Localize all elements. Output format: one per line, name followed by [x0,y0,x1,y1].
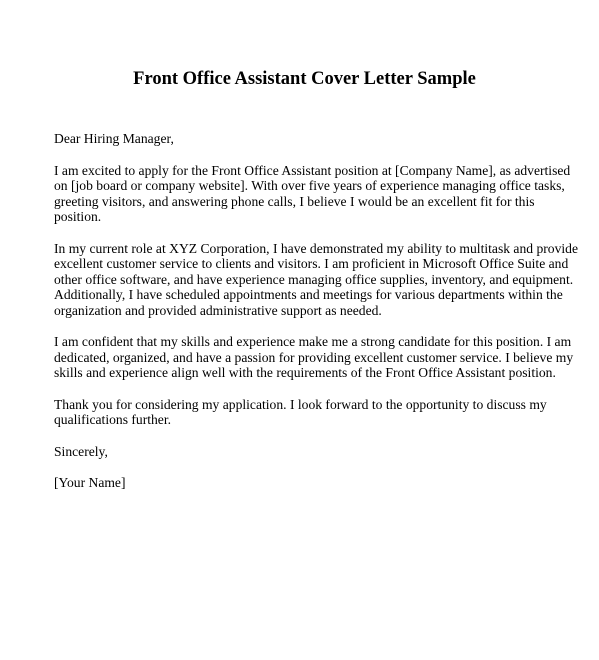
paragraph-line: excellent customer service to clients and visitors. I am proficient in Microsoft Office Suite and [54,256,569,271]
paragraph-line: qualifications further. [54,412,172,427]
paragraph-line: skills and experience align well with the requirements of the Front Office Assistant position. [54,365,556,380]
paragraph-experience [54,240,578,319]
paragraph-confidence [54,334,574,381]
salutation: Dear Hiring Manager, [54,131,174,146]
letter-title: Front Office Assistant Cover Letter Sample [133,69,476,89]
paragraph-line: In my current role at XYZ Corporation, I have demonstrated my ability to multitask and provide [54,240,578,256]
paragraph-thanks [54,397,564,428]
paragraph-line: other office software, and have experience managing office supplies, inventory, and equipment. [54,271,574,287]
signature: [Your Name] [54,475,126,490]
closing: Sincerely, [54,443,108,459]
paragraph-line: organization and provided administrative support as needed. [54,302,382,318]
paragraph-line: Additionally, I have scheduled appointments and meetings for various departments within the [54,287,563,302]
paragraph-line: on [job board or company website]. With over five years of experience managing office tasks, [54,178,565,193]
paragraph-line: dedicated, organized, and have a passion for providing excellent customer service. I believe my [54,349,574,365]
paragraph-line: position. [54,209,102,224]
paragraph-line: I am confident that my skills and experience make me a strong candidate for this position. I am [54,334,572,349]
paragraph-line: I am excited to apply for the Front Office Assistant position at [Company Name], as advertised [54,162,571,178]
letter-body [54,131,578,507]
paragraph-line: greeting visitors, and answering phone calls, I believe I would be an excellent fit for this [54,193,535,209]
paragraph-intro [54,162,571,225]
paragraph-line: Thank you for considering my application. I look forward to the opportunity to discuss my [54,396,547,412]
